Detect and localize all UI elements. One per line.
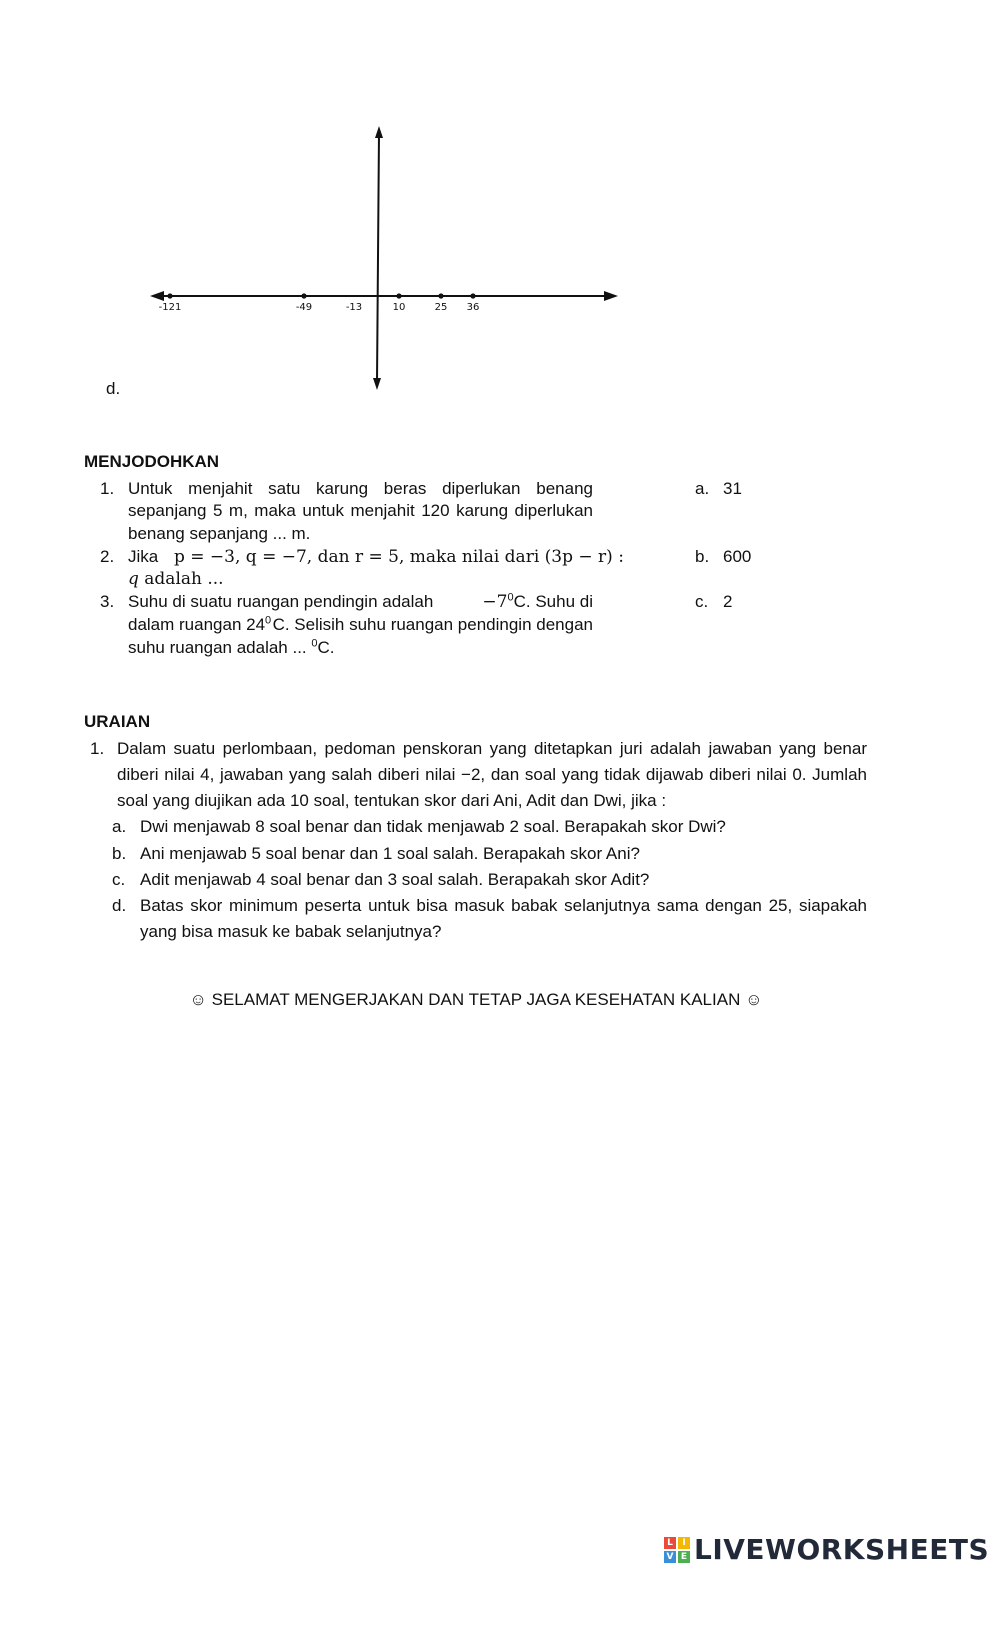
question-line: sepanjang 5 m, maka untuk menjahit 120 karung diperlukan: [128, 501, 593, 520]
question-expression: p = −3, q = −7, dan r = 5, maka nilai dari (3p − r) :: [174, 547, 624, 567]
number-line-point: [396, 293, 401, 298]
logo-grid-icon: [664, 1537, 690, 1563]
question-line-text: adalah ...: [138, 569, 224, 589]
question-line: Dalam suatu perlombaan, pedoman penskoran yang ditetapkan juri adalah jawaban yang benar: [117, 739, 867, 758]
right-arrow-icon: [604, 291, 618, 301]
answer-value: 31: [723, 479, 742, 498]
tick-label: 10: [392, 302, 406, 313]
tick-label: -49: [295, 302, 313, 313]
closing-message: ☺ SELAMAT MENGERJAKAN DAN TETAP JAGA KESEHATAN KALIAN ☺: [189, 990, 763, 1009]
question-line: [128, 590, 593, 614]
question-line: suhu ruangan adalah ... $^0$C.: [128, 637, 335, 657]
answer-value: 2: [723, 592, 733, 611]
logo-tile: I: [678, 1537, 690, 1549]
number-line-point: [167, 293, 172, 298]
logo-tile: E: [678, 1551, 690, 1563]
tick-label: -121: [158, 302, 182, 313]
question-prefix: Jika: [128, 547, 159, 566]
sub-item-letter: c.: [112, 870, 126, 889]
question-number: 3.: [100, 592, 115, 611]
sub-item-text: Batas skor minimum peserta untuk bisa masuk babak selanjutnya sama dengan 25, siapakah: [140, 896, 867, 915]
left-arrow-icon: [150, 291, 164, 301]
number-line-point: [301, 293, 306, 298]
sub-item-letter: a.: [112, 817, 127, 836]
tick-label: 25: [434, 302, 448, 313]
sub-item-text: yang bisa masuk ke babak selanjutnya?: [140, 922, 442, 941]
number-line-point: [438, 293, 443, 298]
question-line: diberi nilai 4, jawaban yang salah diberi nilai −2, dan soal yang tidak dijawab diberi nilai 0. Jumlah: [117, 765, 867, 784]
answer-letter: b.: [695, 547, 710, 566]
question-line: Untuk menjahit satu karung beras diperlukan benang: [128, 479, 593, 498]
logo-tile: L: [664, 1537, 676, 1549]
question-line: benang sepanjang ... m.: [128, 524, 311, 543]
vertical-axis: [377, 132, 379, 382]
number-line-figure: [140, 120, 640, 400]
answer-value: 600: [723, 547, 752, 566]
brand-name: LIVEWORKSHEETS: [694, 1533, 990, 1566]
answer-letter: a.: [695, 479, 710, 498]
question-text: C. Selisih suhu ruangan pendingin dengan: [272, 615, 593, 634]
sub-item-text: Adit menjawab 4 soal benar dan 3 soal salah. Berapakah skor Adit?: [140, 870, 650, 889]
question-line: [128, 613, 593, 637]
down-arrow-icon: [373, 378, 381, 390]
tick-label: -13: [345, 302, 363, 313]
question-line: soal yang diujikan ada 10 soal, tentukan skor dari Ani, Adit dan Dwi, jika :: [117, 791, 667, 810]
temperature-value: $-7^0C$. Suhu di: [482, 591, 593, 612]
answer-letter: c.: [695, 592, 709, 611]
logo-tile: V: [664, 1551, 676, 1563]
temperature-value: dalam ruangan $24^0$: [128, 614, 272, 634]
liveworksheets-logo: [664, 1533, 989, 1566]
question-line: [128, 567, 224, 591]
option-d-label: d.: [106, 379, 121, 398]
question-number: 2.: [100, 547, 115, 566]
question-text: Suhu di suatu ruangan pendingin adalah: [128, 592, 434, 611]
tick-label: 36: [466, 302, 480, 313]
up-arrow-icon: [375, 126, 383, 138]
question-number: 1.: [100, 479, 115, 498]
variable-q: q: [128, 569, 139, 589]
number-line-point: [470, 293, 475, 298]
sub-item-letter: b.: [112, 844, 127, 863]
question-number: 1.: [90, 739, 105, 758]
sub-item-text: Dwi menjawab 8 soal benar dan tidak menjawab 2 soal. Berapakah skor Dwi?: [140, 817, 726, 836]
essay-heading: URAIAN: [84, 712, 151, 731]
matching-heading: MENJODOHKAN: [84, 452, 220, 471]
sub-item-letter: d.: [112, 896, 127, 915]
sub-item-text: Ani menjawab 5 soal benar dan 1 soal salah. Berapakah skor Ani?: [140, 844, 640, 863]
